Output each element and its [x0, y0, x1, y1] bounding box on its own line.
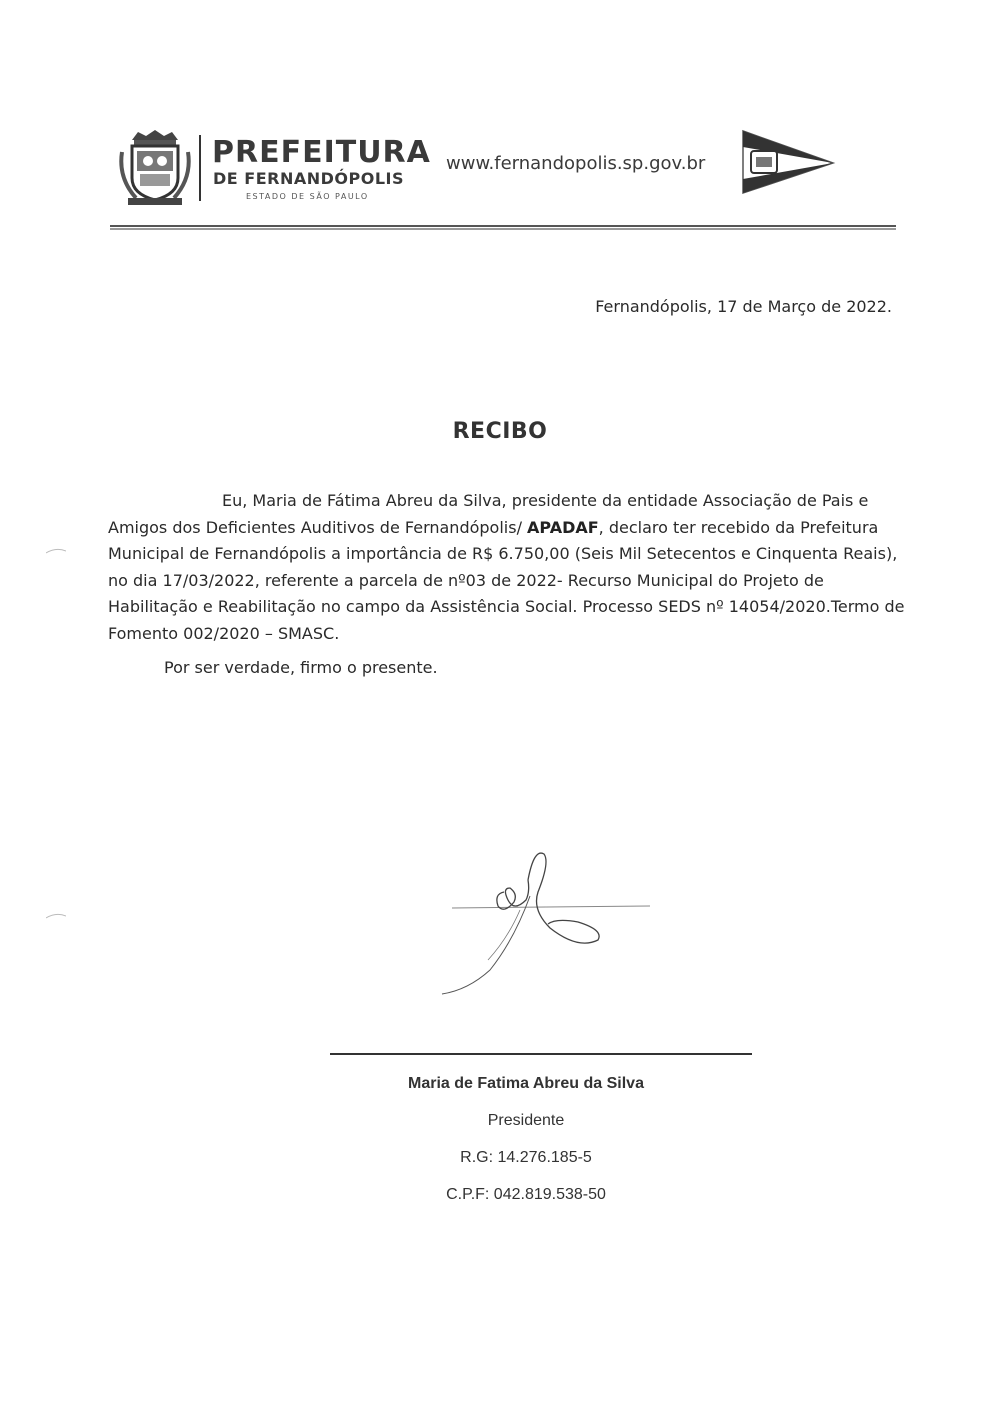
signer-role: Presidente [487, 1112, 565, 1129]
municipal-coat-of-arms-icon [118, 128, 192, 208]
signer-name: Maria de Fatima Abreu da Silva [408, 1075, 644, 1092]
paragraph-part-1: Eu, Maria de Fátima Abreu da Silva, presidente da entidade Associação de Pais e Amigos dos Deficientes Auditivos de Fernandópolis/ [108, 491, 869, 537]
brand-title: PREFEITURA [212, 135, 431, 170]
entity-acronym: APADAF [527, 517, 599, 537]
scan-mark [46, 547, 66, 555]
header-rule [110, 225, 896, 230]
closing-line: Por ser verdade, firmo o presente. [164, 658, 438, 677]
receipt-paragraph [108, 488, 908, 647]
website-link[interactable]: www.fernandopolis.sp.gov.br [446, 153, 706, 174]
signer-cpf: C.P.F: 042.819.538-50 [446, 1186, 606, 1203]
signer-rg: R.G: 14.276.185-5 [460, 1149, 592, 1166]
brand-state: ESTADO DE SÃO PAULO [246, 192, 369, 201]
handwritten-signature [438, 840, 652, 1000]
brand-subtitle: DE FERNANDÓPOLIS [213, 169, 405, 188]
header-divider [199, 135, 201, 201]
scan-mark [46, 912, 66, 920]
document-title: RECIBO [452, 419, 548, 444]
municipal-flag-icon [735, 127, 837, 197]
signature-line [330, 1053, 752, 1055]
paragraph-part-2: , declaro ter recebido da Prefeitura Municipal de Fernandópolis a importância de R$ 6.750,00 (Seis Mil Setecentos e Cinquenta Reais), no dia 17/03/2022, referente a parcela de nº03 de 2022- Recurso Municipal do Projeto de Habilitação e Reabilitação no campo da Assistência Social. Processo SEDS nº 14054/2020.Termo de Fomento 002/2020 – SMASC. [108, 517, 905, 643]
date-line: Fernandópolis, 17 de Março de 2022. [595, 297, 892, 316]
